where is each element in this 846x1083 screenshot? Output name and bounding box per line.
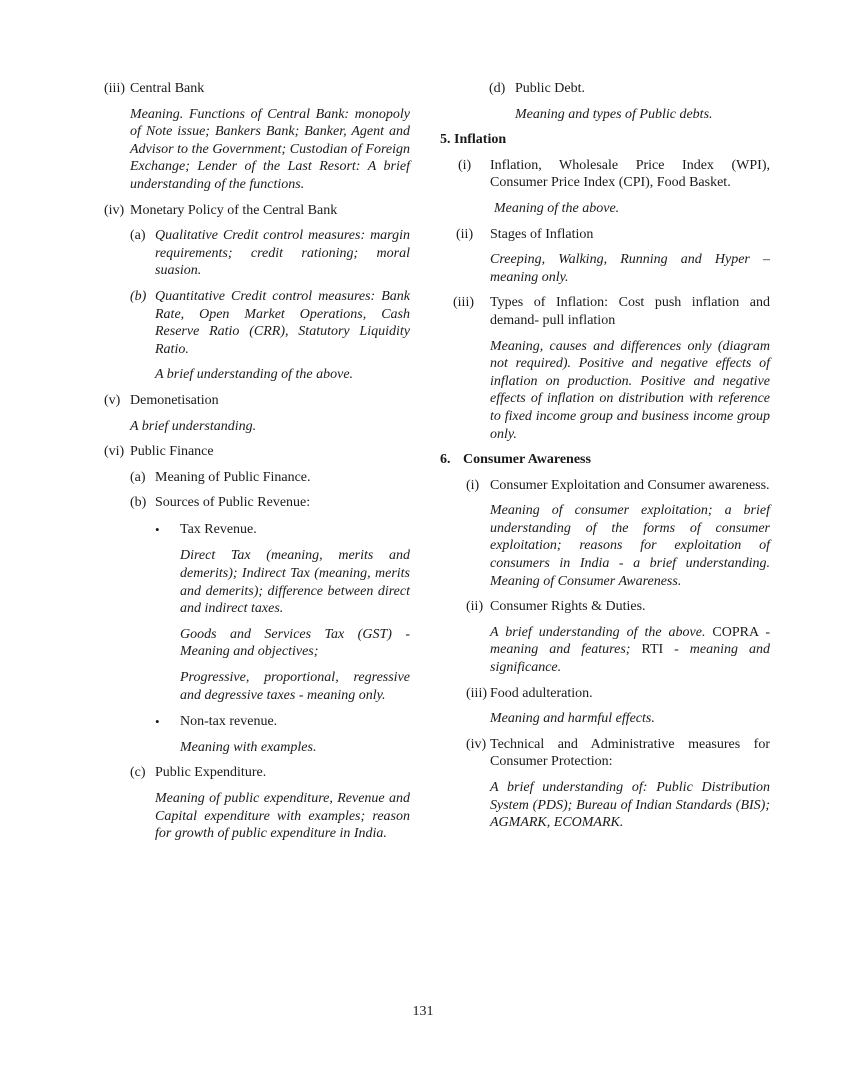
consumer-item-iii (466, 685, 770, 703)
item-number: (vi) (104, 444, 125, 460)
public-debt-description: Meaning and types of Public debts. (515, 106, 713, 122)
right-column (440, 80, 770, 832)
item-description: Meaning of the above. (494, 200, 620, 216)
sub-item-text: Sources of Public Revenue: (155, 495, 311, 511)
sub-item-number: (d) (489, 81, 506, 96)
item-number: (iii) (453, 295, 474, 311)
item-description: Meaning and harmful effects. (490, 711, 655, 727)
item-title: Public Finance (130, 444, 214, 460)
section-number: 6. (440, 452, 451, 468)
public-expenditure-description: Meaning of public expenditure, Revenue and Capital expenditure with examples; reason for growth of public expenditure in India. (155, 791, 410, 842)
progressive-tax-description: Progressive, proportional, regressive and degressive taxes - meaning only. (180, 670, 410, 703)
bullet-text: Tax Revenue. (180, 521, 257, 537)
sub-item-text: Qualitative Credit control measures: margin requirements; credit rationing; moral suasion. (155, 228, 410, 279)
item-description: A brief understanding. (130, 418, 257, 434)
item-number: (ii) (456, 226, 474, 242)
sub-item-text: Quantitative Credit control measures: Bank Rate, Open Market Operations, Cash Reserve Ratio (CRR), Statutory Liquidity Ratio. (155, 288, 410, 357)
section-public-finance (104, 443, 410, 461)
section-monetary-policy (104, 202, 410, 220)
description-italic: meaning and significance. (490, 642, 771, 676)
sub-item-sources-revenue (130, 494, 410, 512)
item-text: Food adulteration. (490, 685, 593, 701)
consumer-item-i (466, 477, 770, 495)
sub-item-qualitative (130, 227, 410, 280)
page-number: 131 (412, 1004, 434, 1019)
rti-label: RTI - (630, 642, 690, 658)
item-text: Inflation, Wholesale Price Index (WPI), Consumer Price Index (CPI), Food Basket. (490, 157, 770, 191)
item-description: Meaning of consumer exploitation; a brief understanding of the forms of consumer exploitation; reasons for exploitation of consumers in India - a brief understanding. Meaning of Consumer Awareness. (490, 503, 770, 589)
tax-description: Direct Tax (meaning, merits and demerits); Indirect Tax (meaning, merits and demerits); difference between direct and indirect taxes. (180, 548, 410, 617)
bullet-tax-revenue (155, 521, 410, 539)
copra-label: COPRA - (705, 624, 770, 640)
item-number: (ii) (466, 599, 484, 615)
inflation-item-ii (456, 226, 770, 244)
sub-item-text: Meaning of Public Finance. (155, 469, 311, 485)
sub-item-public-expenditure (130, 764, 410, 782)
gst-description: Goods and Services Tax (GST) - Meaning and objectives; (180, 626, 410, 660)
item-number: (iii) (466, 685, 487, 701)
description-italic: meaning and features; (490, 642, 631, 658)
item-description: A brief understanding of: Public Distribution System (PDS); Bureau of Indian Standards (BIS); AGMARK, ECOMARK. (490, 780, 770, 831)
description-italic: A brief understanding of the above. (490, 624, 706, 640)
bullet-text: Non-tax revenue. (180, 714, 278, 730)
sub-item-quantitative (130, 288, 410, 358)
item-text: Stages of Inflation (490, 226, 594, 242)
sub-item-number: (b) (130, 288, 147, 304)
section-heading-inflation: 5. Inflation (440, 132, 507, 148)
item-number: (iv) (104, 202, 125, 218)
sub-item-text: Public Expenditure. (155, 765, 267, 781)
bullet-icon: • (155, 714, 160, 730)
bullet-icon: • (155, 521, 160, 537)
item-description (490, 624, 770, 677)
sub-item-meaning-public-finance (130, 469, 410, 487)
item-note: A brief understanding of the above. (155, 367, 354, 383)
item-description: Meaning, causes and differences only (diagram not required). Positive and negative effects of inflation on production. Positive and negative effects of inflation on distribution with reference to fixed income group and business income group only. (490, 338, 770, 442)
sub-item-number: (a) (130, 469, 146, 485)
consumer-item-iv (466, 736, 770, 771)
section-central-bank (104, 80, 410, 98)
left-column (104, 80, 410, 843)
sub-item-number: (a) (130, 228, 146, 244)
section-demonetisation (104, 392, 410, 410)
item-number: (v) (104, 392, 121, 408)
item-description: Creeping, Walking, Running and Hyper – meaning only. (490, 252, 770, 285)
sub-item-number: (b) (130, 495, 147, 511)
section-heading-consumer-awareness (440, 451, 770, 469)
item-text: Consumer Exploitation and Consumer awareness. (490, 477, 770, 493)
inflation-item-iii (453, 294, 770, 329)
item-text: Technical and Administrative measures for Consumer Protection: (490, 736, 770, 770)
item-description: Meaning. Functions of Central Bank: monopoly of Note issue; Bankers Bank; Banker, Agent and Advisor to the Government; Custodian of Foreign Exchange; Lender of the Last Resort: A brief understanding of the functions. (130, 106, 410, 192)
item-title: Demonetisation (130, 392, 219, 408)
inflation-item-i (458, 157, 770, 192)
sub-item-text: Public Debt. (515, 81, 585, 96)
item-text: Types of Inflation: Cost push inflation and demand- pull inflation (490, 295, 770, 328)
consumer-item-ii (466, 598, 770, 616)
item-title: Central Bank (130, 81, 205, 96)
item-title: Monetary Policy of the Central Bank (130, 202, 338, 218)
section-title: Consumer Awareness (463, 452, 591, 468)
non-tax-description: Meaning with examples. (180, 739, 317, 755)
item-number: (i) (466, 477, 480, 493)
item-number: (i) (458, 157, 472, 173)
sub-item-number: (c) (130, 765, 146, 781)
sub-item-public-debt (489, 80, 770, 98)
item-text: Consumer Rights & Duties. (490, 599, 646, 615)
item-number: (iv) (466, 736, 487, 752)
bullet-non-tax-revenue (155, 713, 410, 731)
item-number: (iii) (104, 81, 125, 96)
